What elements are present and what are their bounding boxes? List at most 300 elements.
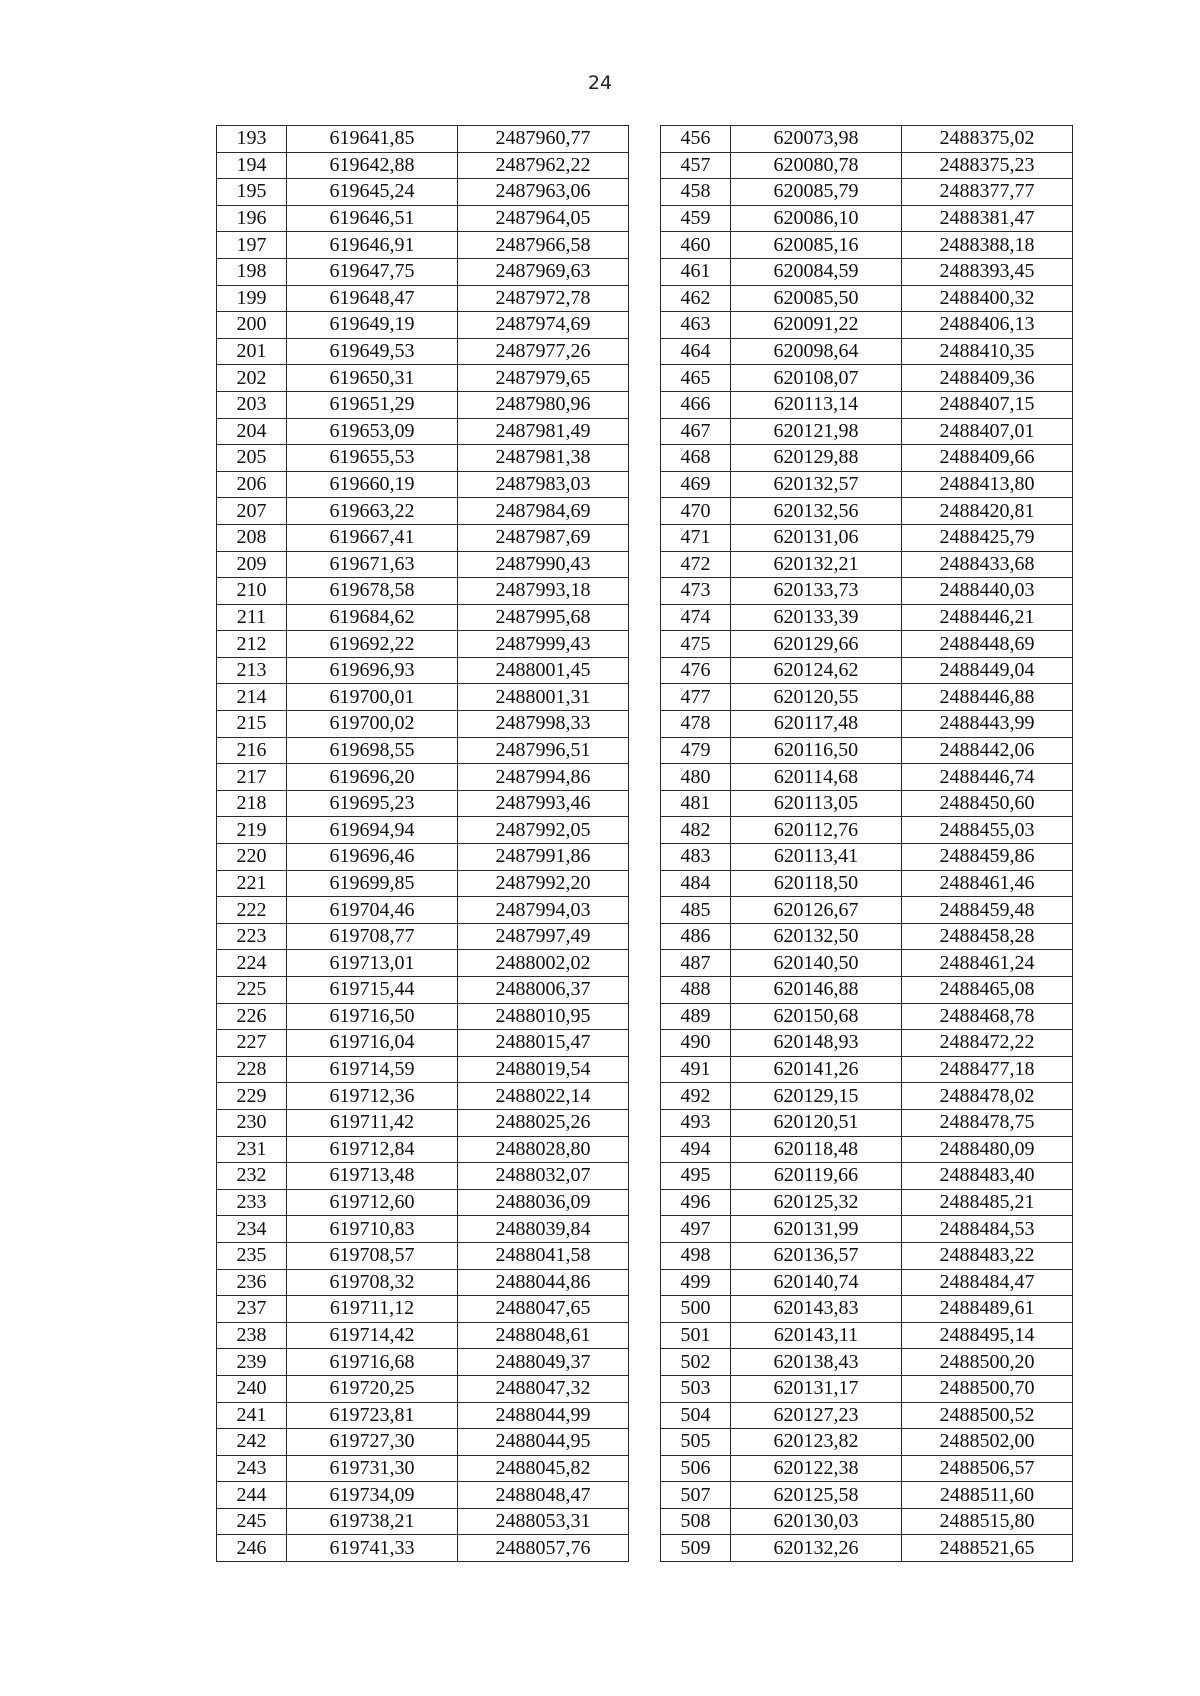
left-point-number-cell: 208 bbox=[217, 524, 287, 551]
table-row bbox=[217, 1349, 1073, 1376]
right-x-coordinate-cell: 620148,93 bbox=[731, 1030, 902, 1057]
column-gap bbox=[629, 1402, 661, 1429]
column-gap bbox=[629, 498, 661, 525]
left-y-coordinate-cell: 2488048,47 bbox=[458, 1482, 629, 1509]
left-y-coordinate-cell: 2487992,20 bbox=[458, 870, 629, 897]
right-point-number-cell: 476 bbox=[661, 657, 731, 684]
right-x-coordinate-cell: 620113,05 bbox=[731, 790, 902, 817]
left-point-number-cell: 210 bbox=[217, 578, 287, 605]
left-y-coordinate-cell: 2488053,31 bbox=[458, 1508, 629, 1535]
right-x-coordinate-cell: 620140,74 bbox=[731, 1269, 902, 1296]
right-x-coordinate-cell: 620085,50 bbox=[731, 285, 902, 312]
column-gap bbox=[629, 844, 661, 871]
left-x-coordinate-cell: 619646,91 bbox=[287, 232, 458, 259]
right-x-coordinate-cell: 620133,39 bbox=[731, 604, 902, 631]
right-point-number-cell: 489 bbox=[661, 1003, 731, 1030]
right-y-coordinate-cell: 2488459,86 bbox=[902, 844, 1073, 871]
left-x-coordinate-cell: 619653,09 bbox=[287, 418, 458, 445]
left-point-number-cell: 218 bbox=[217, 790, 287, 817]
column-gap bbox=[629, 1482, 661, 1509]
left-x-coordinate-cell: 619716,50 bbox=[287, 1003, 458, 1030]
right-x-coordinate-cell: 620124,62 bbox=[731, 657, 902, 684]
left-y-coordinate-cell: 2487993,18 bbox=[458, 578, 629, 605]
left-x-coordinate-cell: 619741,33 bbox=[287, 1535, 458, 1562]
column-gap bbox=[629, 418, 661, 445]
left-y-coordinate-cell: 2487996,51 bbox=[458, 737, 629, 764]
column-gap bbox=[629, 1349, 661, 1376]
left-point-number-cell: 232 bbox=[217, 1163, 287, 1190]
right-y-coordinate-cell: 2488407,15 bbox=[902, 391, 1073, 418]
right-y-coordinate-cell: 2488489,61 bbox=[902, 1296, 1073, 1323]
left-y-coordinate-cell: 2488010,95 bbox=[458, 1003, 629, 1030]
left-point-number-cell: 212 bbox=[217, 631, 287, 658]
table-row bbox=[217, 126, 1073, 153]
table-row bbox=[217, 764, 1073, 791]
column-gap bbox=[629, 338, 661, 365]
right-x-coordinate-cell: 620085,16 bbox=[731, 232, 902, 259]
column-gap bbox=[629, 258, 661, 285]
left-y-coordinate-cell: 2488036,09 bbox=[458, 1189, 629, 1216]
right-point-number-cell: 478 bbox=[661, 711, 731, 738]
column-gap bbox=[629, 790, 661, 817]
right-x-coordinate-cell: 620086,10 bbox=[731, 205, 902, 232]
left-x-coordinate-cell: 619712,84 bbox=[287, 1136, 458, 1163]
left-y-coordinate-cell: 2488002,02 bbox=[458, 950, 629, 977]
column-gap bbox=[629, 1163, 661, 1190]
right-x-coordinate-cell: 620131,06 bbox=[731, 524, 902, 551]
table-row bbox=[217, 1109, 1073, 1136]
left-point-number-cell: 211 bbox=[217, 604, 287, 631]
right-y-coordinate-cell: 2488455,03 bbox=[902, 817, 1073, 844]
column-gap bbox=[629, 232, 661, 259]
left-point-number-cell: 201 bbox=[217, 338, 287, 365]
table-row bbox=[217, 711, 1073, 738]
left-point-number-cell: 217 bbox=[217, 764, 287, 791]
right-y-coordinate-cell: 2488410,35 bbox=[902, 338, 1073, 365]
column-gap bbox=[629, 631, 661, 658]
table-row bbox=[217, 232, 1073, 259]
table-row bbox=[217, 1482, 1073, 1509]
column-gap bbox=[629, 1535, 661, 1562]
left-y-coordinate-cell: 2487963,06 bbox=[458, 179, 629, 206]
left-point-number-cell: 194 bbox=[217, 152, 287, 179]
right-y-coordinate-cell: 2488495,14 bbox=[902, 1322, 1073, 1349]
column-gap bbox=[629, 126, 661, 153]
right-y-coordinate-cell: 2488461,24 bbox=[902, 950, 1073, 977]
left-x-coordinate-cell: 619647,75 bbox=[287, 258, 458, 285]
right-y-coordinate-cell: 2488425,79 bbox=[902, 524, 1073, 551]
right-y-coordinate-cell: 2488400,32 bbox=[902, 285, 1073, 312]
right-x-coordinate-cell: 620130,03 bbox=[731, 1508, 902, 1535]
right-x-coordinate-cell: 620084,59 bbox=[731, 258, 902, 285]
left-x-coordinate-cell: 619660,19 bbox=[287, 471, 458, 498]
left-x-coordinate-cell: 619738,21 bbox=[287, 1508, 458, 1535]
right-point-number-cell: 467 bbox=[661, 418, 731, 445]
left-y-coordinate-cell: 2487994,86 bbox=[458, 764, 629, 791]
right-x-coordinate-cell: 620123,82 bbox=[731, 1429, 902, 1456]
right-x-coordinate-cell: 620129,66 bbox=[731, 631, 902, 658]
left-point-number-cell: 228 bbox=[217, 1056, 287, 1083]
left-x-coordinate-cell: 619711,42 bbox=[287, 1109, 458, 1136]
left-point-number-cell: 229 bbox=[217, 1083, 287, 1110]
right-x-coordinate-cell: 620138,43 bbox=[731, 1349, 902, 1376]
right-y-coordinate-cell: 2488433,68 bbox=[902, 551, 1073, 578]
right-x-coordinate-cell: 620120,55 bbox=[731, 684, 902, 711]
column-gap bbox=[629, 1375, 661, 1402]
left-point-number-cell: 234 bbox=[217, 1216, 287, 1243]
right-y-coordinate-cell: 2488406,13 bbox=[902, 312, 1073, 339]
left-point-number-cell: 233 bbox=[217, 1189, 287, 1216]
table-row bbox=[217, 923, 1073, 950]
right-x-coordinate-cell: 620114,68 bbox=[731, 764, 902, 791]
table-row bbox=[217, 1030, 1073, 1057]
right-x-coordinate-cell: 620143,11 bbox=[731, 1322, 902, 1349]
column-gap bbox=[629, 1455, 661, 1482]
right-point-number-cell: 495 bbox=[661, 1163, 731, 1190]
right-y-coordinate-cell: 2488500,52 bbox=[902, 1402, 1073, 1429]
table-row bbox=[217, 471, 1073, 498]
left-point-number-cell: 209 bbox=[217, 551, 287, 578]
left-x-coordinate-cell: 619692,22 bbox=[287, 631, 458, 658]
right-x-coordinate-cell: 620113,41 bbox=[731, 844, 902, 871]
column-gap bbox=[629, 1242, 661, 1269]
column-gap bbox=[629, 524, 661, 551]
right-x-coordinate-cell: 620132,21 bbox=[731, 551, 902, 578]
left-point-number-cell: 240 bbox=[217, 1375, 287, 1402]
right-y-coordinate-cell: 2488465,08 bbox=[902, 977, 1073, 1004]
left-x-coordinate-cell: 619650,31 bbox=[287, 365, 458, 392]
right-y-coordinate-cell: 2488443,99 bbox=[902, 711, 1073, 738]
left-y-coordinate-cell: 2487999,43 bbox=[458, 631, 629, 658]
left-x-coordinate-cell: 619655,53 bbox=[287, 445, 458, 472]
left-point-number-cell: 216 bbox=[217, 737, 287, 764]
table-row bbox=[217, 1429, 1073, 1456]
left-y-coordinate-cell: 2487972,78 bbox=[458, 285, 629, 312]
left-x-coordinate-cell: 619667,41 bbox=[287, 524, 458, 551]
table-row bbox=[217, 657, 1073, 684]
right-point-number-cell: 470 bbox=[661, 498, 731, 525]
right-y-coordinate-cell: 2488521,65 bbox=[902, 1535, 1073, 1562]
right-point-number-cell: 468 bbox=[661, 445, 731, 472]
right-x-coordinate-cell: 620127,23 bbox=[731, 1402, 902, 1429]
left-point-number-cell: 207 bbox=[217, 498, 287, 525]
table-row bbox=[217, 524, 1073, 551]
right-x-coordinate-cell: 620146,88 bbox=[731, 977, 902, 1004]
left-x-coordinate-cell: 619734,09 bbox=[287, 1482, 458, 1509]
right-point-number-cell: 506 bbox=[661, 1455, 731, 1482]
left-x-coordinate-cell: 619671,63 bbox=[287, 551, 458, 578]
left-x-coordinate-cell: 619720,25 bbox=[287, 1375, 458, 1402]
column-gap bbox=[629, 764, 661, 791]
right-point-number-cell: 498 bbox=[661, 1242, 731, 1269]
right-y-coordinate-cell: 2488446,74 bbox=[902, 764, 1073, 791]
column-gap bbox=[629, 950, 661, 977]
left-point-number-cell: 241 bbox=[217, 1402, 287, 1429]
right-y-coordinate-cell: 2488461,46 bbox=[902, 870, 1073, 897]
right-x-coordinate-cell: 620132,57 bbox=[731, 471, 902, 498]
right-y-coordinate-cell: 2488458,28 bbox=[902, 923, 1073, 950]
left-x-coordinate-cell: 619723,81 bbox=[287, 1402, 458, 1429]
right-point-number-cell: 504 bbox=[661, 1402, 731, 1429]
right-point-number-cell: 481 bbox=[661, 790, 731, 817]
right-y-coordinate-cell: 2488407,01 bbox=[902, 418, 1073, 445]
right-y-coordinate-cell: 2488413,80 bbox=[902, 471, 1073, 498]
right-y-coordinate-cell: 2488483,40 bbox=[902, 1163, 1073, 1190]
right-y-coordinate-cell: 2488377,77 bbox=[902, 179, 1073, 206]
right-point-number-cell: 488 bbox=[661, 977, 731, 1004]
column-gap bbox=[629, 1508, 661, 1535]
right-point-number-cell: 480 bbox=[661, 764, 731, 791]
table-row bbox=[217, 631, 1073, 658]
right-point-number-cell: 479 bbox=[661, 737, 731, 764]
right-y-coordinate-cell: 2488459,48 bbox=[902, 897, 1073, 924]
left-point-number-cell: 221 bbox=[217, 870, 287, 897]
right-point-number-cell: 505 bbox=[661, 1429, 731, 1456]
right-x-coordinate-cell: 620141,26 bbox=[731, 1056, 902, 1083]
left-y-coordinate-cell: 2487992,05 bbox=[458, 817, 629, 844]
right-y-coordinate-cell: 2488480,09 bbox=[902, 1136, 1073, 1163]
left-point-number-cell: 222 bbox=[217, 897, 287, 924]
left-x-coordinate-cell: 619712,60 bbox=[287, 1189, 458, 1216]
left-x-coordinate-cell: 619642,88 bbox=[287, 152, 458, 179]
right-y-coordinate-cell: 2488409,36 bbox=[902, 365, 1073, 392]
table-row bbox=[217, 1242, 1073, 1269]
left-y-coordinate-cell: 2487962,22 bbox=[458, 152, 629, 179]
right-y-coordinate-cell: 2488450,60 bbox=[902, 790, 1073, 817]
right-point-number-cell: 491 bbox=[661, 1056, 731, 1083]
column-gap bbox=[629, 285, 661, 312]
left-point-number-cell: 223 bbox=[217, 923, 287, 950]
right-x-coordinate-cell: 620143,83 bbox=[731, 1296, 902, 1323]
left-x-coordinate-cell: 619700,01 bbox=[287, 684, 458, 711]
right-x-coordinate-cell: 620129,15 bbox=[731, 1083, 902, 1110]
right-point-number-cell: 483 bbox=[661, 844, 731, 871]
column-gap bbox=[629, 817, 661, 844]
right-y-coordinate-cell: 2488483,22 bbox=[902, 1242, 1073, 1269]
left-point-number-cell: 227 bbox=[217, 1030, 287, 1057]
right-point-number-cell: 500 bbox=[661, 1296, 731, 1323]
left-point-number-cell: 243 bbox=[217, 1455, 287, 1482]
right-y-coordinate-cell: 2488381,47 bbox=[902, 205, 1073, 232]
left-point-number-cell: 215 bbox=[217, 711, 287, 738]
left-x-coordinate-cell: 619646,51 bbox=[287, 205, 458, 232]
table-row bbox=[217, 338, 1073, 365]
right-x-coordinate-cell: 620125,58 bbox=[731, 1482, 902, 1509]
table-row bbox=[217, 1083, 1073, 1110]
table-row bbox=[217, 1296, 1073, 1323]
right-y-coordinate-cell: 2488388,18 bbox=[902, 232, 1073, 259]
column-gap bbox=[629, 737, 661, 764]
right-y-coordinate-cell: 2488485,21 bbox=[902, 1189, 1073, 1216]
right-x-coordinate-cell: 620121,98 bbox=[731, 418, 902, 445]
left-y-coordinate-cell: 2487995,68 bbox=[458, 604, 629, 631]
left-point-number-cell: 239 bbox=[217, 1349, 287, 1376]
left-point-number-cell: 245 bbox=[217, 1508, 287, 1535]
left-y-coordinate-cell: 2488047,32 bbox=[458, 1375, 629, 1402]
left-x-coordinate-cell: 619648,47 bbox=[287, 285, 458, 312]
column-gap bbox=[629, 977, 661, 1004]
left-y-coordinate-cell: 2487990,43 bbox=[458, 551, 629, 578]
right-point-number-cell: 482 bbox=[661, 817, 731, 844]
left-y-coordinate-cell: 2488044,95 bbox=[458, 1429, 629, 1456]
left-y-coordinate-cell: 2488044,99 bbox=[458, 1402, 629, 1429]
left-y-coordinate-cell: 2488041,58 bbox=[458, 1242, 629, 1269]
left-y-coordinate-cell: 2487966,58 bbox=[458, 232, 629, 259]
table-row bbox=[217, 950, 1073, 977]
right-point-number-cell: 484 bbox=[661, 870, 731, 897]
left-y-coordinate-cell: 2487984,69 bbox=[458, 498, 629, 525]
column-gap bbox=[629, 604, 661, 631]
left-point-number-cell: 235 bbox=[217, 1242, 287, 1269]
left-point-number-cell: 237 bbox=[217, 1296, 287, 1323]
right-x-coordinate-cell: 620125,32 bbox=[731, 1189, 902, 1216]
left-point-number-cell: 203 bbox=[217, 391, 287, 418]
right-y-coordinate-cell: 2488409,66 bbox=[902, 445, 1073, 472]
left-point-number-cell: 195 bbox=[217, 179, 287, 206]
table-row bbox=[217, 844, 1073, 871]
column-gap bbox=[629, 923, 661, 950]
table-row bbox=[217, 285, 1073, 312]
right-y-coordinate-cell: 2488468,78 bbox=[902, 1003, 1073, 1030]
right-point-number-cell: 486 bbox=[661, 923, 731, 950]
right-y-coordinate-cell: 2488477,18 bbox=[902, 1056, 1073, 1083]
right-point-number-cell: 499 bbox=[661, 1269, 731, 1296]
right-x-coordinate-cell: 620080,78 bbox=[731, 152, 902, 179]
left-y-coordinate-cell: 2488028,80 bbox=[458, 1136, 629, 1163]
column-gap bbox=[629, 1003, 661, 1030]
right-x-coordinate-cell: 620136,57 bbox=[731, 1242, 902, 1269]
table-row bbox=[217, 1269, 1073, 1296]
left-y-coordinate-cell: 2487974,69 bbox=[458, 312, 629, 339]
left-x-coordinate-cell: 619716,68 bbox=[287, 1349, 458, 1376]
left-x-coordinate-cell: 619678,58 bbox=[287, 578, 458, 605]
table-row bbox=[217, 152, 1073, 179]
table-row bbox=[217, 179, 1073, 206]
left-point-number-cell: 226 bbox=[217, 1003, 287, 1030]
column-gap bbox=[629, 1056, 661, 1083]
right-x-coordinate-cell: 620122,38 bbox=[731, 1455, 902, 1482]
right-point-number-cell: 474 bbox=[661, 604, 731, 631]
column-gap bbox=[629, 711, 661, 738]
right-y-coordinate-cell: 2488472,22 bbox=[902, 1030, 1073, 1057]
left-x-coordinate-cell: 619708,32 bbox=[287, 1269, 458, 1296]
right-point-number-cell: 464 bbox=[661, 338, 731, 365]
right-point-number-cell: 485 bbox=[661, 897, 731, 924]
table-row bbox=[217, 1136, 1073, 1163]
right-x-coordinate-cell: 620132,26 bbox=[731, 1535, 902, 1562]
table-row bbox=[217, 1189, 1073, 1216]
table-row bbox=[217, 1003, 1073, 1030]
right-y-coordinate-cell: 2488442,06 bbox=[902, 737, 1073, 764]
right-x-coordinate-cell: 620073,98 bbox=[731, 126, 902, 153]
right-y-coordinate-cell: 2488446,21 bbox=[902, 604, 1073, 631]
left-x-coordinate-cell: 619711,12 bbox=[287, 1296, 458, 1323]
right-x-coordinate-cell: 620132,50 bbox=[731, 923, 902, 950]
right-x-coordinate-cell: 620119,66 bbox=[731, 1163, 902, 1190]
right-point-number-cell: 497 bbox=[661, 1216, 731, 1243]
right-x-coordinate-cell: 620150,68 bbox=[731, 1003, 902, 1030]
right-y-coordinate-cell: 2488440,03 bbox=[902, 578, 1073, 605]
left-x-coordinate-cell: 619684,62 bbox=[287, 604, 458, 631]
left-y-coordinate-cell: 2488057,76 bbox=[458, 1535, 629, 1562]
right-point-number-cell: 509 bbox=[661, 1535, 731, 1562]
coordinates-table-body bbox=[217, 126, 1073, 1562]
left-y-coordinate-cell: 2487998,33 bbox=[458, 711, 629, 738]
table-row bbox=[217, 418, 1073, 445]
right-y-coordinate-cell: 2488420,81 bbox=[902, 498, 1073, 525]
left-y-coordinate-cell: 2487994,03 bbox=[458, 897, 629, 924]
right-point-number-cell: 493 bbox=[661, 1109, 731, 1136]
left-y-coordinate-cell: 2488039,84 bbox=[458, 1216, 629, 1243]
left-x-coordinate-cell: 619695,23 bbox=[287, 790, 458, 817]
column-gap bbox=[629, 1083, 661, 1110]
left-x-coordinate-cell: 619731,30 bbox=[287, 1455, 458, 1482]
right-y-coordinate-cell: 2488448,69 bbox=[902, 631, 1073, 658]
left-point-number-cell: 204 bbox=[217, 418, 287, 445]
table-row bbox=[217, 498, 1073, 525]
right-x-coordinate-cell: 620112,76 bbox=[731, 817, 902, 844]
right-x-coordinate-cell: 620091,22 bbox=[731, 312, 902, 339]
table-row bbox=[217, 684, 1073, 711]
left-x-coordinate-cell: 619696,46 bbox=[287, 844, 458, 871]
table-row bbox=[217, 1163, 1073, 1190]
right-point-number-cell: 457 bbox=[661, 152, 731, 179]
left-point-number-cell: 220 bbox=[217, 844, 287, 871]
column-gap bbox=[629, 578, 661, 605]
left-x-coordinate-cell: 619663,22 bbox=[287, 498, 458, 525]
right-point-number-cell: 507 bbox=[661, 1482, 731, 1509]
table-row bbox=[217, 1216, 1073, 1243]
left-x-coordinate-cell: 619651,29 bbox=[287, 391, 458, 418]
left-y-coordinate-cell: 2487993,46 bbox=[458, 790, 629, 817]
right-point-number-cell: 460 bbox=[661, 232, 731, 259]
left-point-number-cell: 193 bbox=[217, 126, 287, 153]
table-row bbox=[217, 870, 1073, 897]
table-row bbox=[217, 977, 1073, 1004]
right-y-coordinate-cell: 2488449,04 bbox=[902, 657, 1073, 684]
left-point-number-cell: 246 bbox=[217, 1535, 287, 1562]
left-point-number-cell: 199 bbox=[217, 285, 287, 312]
right-y-coordinate-cell: 2488515,80 bbox=[902, 1508, 1073, 1535]
table-row bbox=[217, 445, 1073, 472]
right-y-coordinate-cell: 2488506,57 bbox=[902, 1455, 1073, 1482]
right-x-coordinate-cell: 620118,48 bbox=[731, 1136, 902, 1163]
right-x-coordinate-cell: 620126,67 bbox=[731, 897, 902, 924]
left-y-coordinate-cell: 2488019,54 bbox=[458, 1056, 629, 1083]
right-x-coordinate-cell: 620131,99 bbox=[731, 1216, 902, 1243]
table-row bbox=[217, 551, 1073, 578]
left-x-coordinate-cell: 619727,30 bbox=[287, 1429, 458, 1456]
column-gap bbox=[629, 1109, 661, 1136]
column-gap bbox=[629, 1030, 661, 1057]
left-x-coordinate-cell: 619696,93 bbox=[287, 657, 458, 684]
right-point-number-cell: 490 bbox=[661, 1030, 731, 1057]
left-x-coordinate-cell: 619694,94 bbox=[287, 817, 458, 844]
right-point-number-cell: 487 bbox=[661, 950, 731, 977]
table-row bbox=[217, 1402, 1073, 1429]
left-point-number-cell: 219 bbox=[217, 817, 287, 844]
right-point-number-cell: 458 bbox=[661, 179, 731, 206]
table-row bbox=[217, 790, 1073, 817]
table-row bbox=[217, 365, 1073, 392]
column-gap bbox=[629, 391, 661, 418]
left-x-coordinate-cell: 619645,24 bbox=[287, 179, 458, 206]
left-point-number-cell: 244 bbox=[217, 1482, 287, 1509]
column-gap bbox=[629, 1429, 661, 1456]
right-point-number-cell: 465 bbox=[661, 365, 731, 392]
left-x-coordinate-cell: 619696,20 bbox=[287, 764, 458, 791]
column-gap bbox=[629, 471, 661, 498]
